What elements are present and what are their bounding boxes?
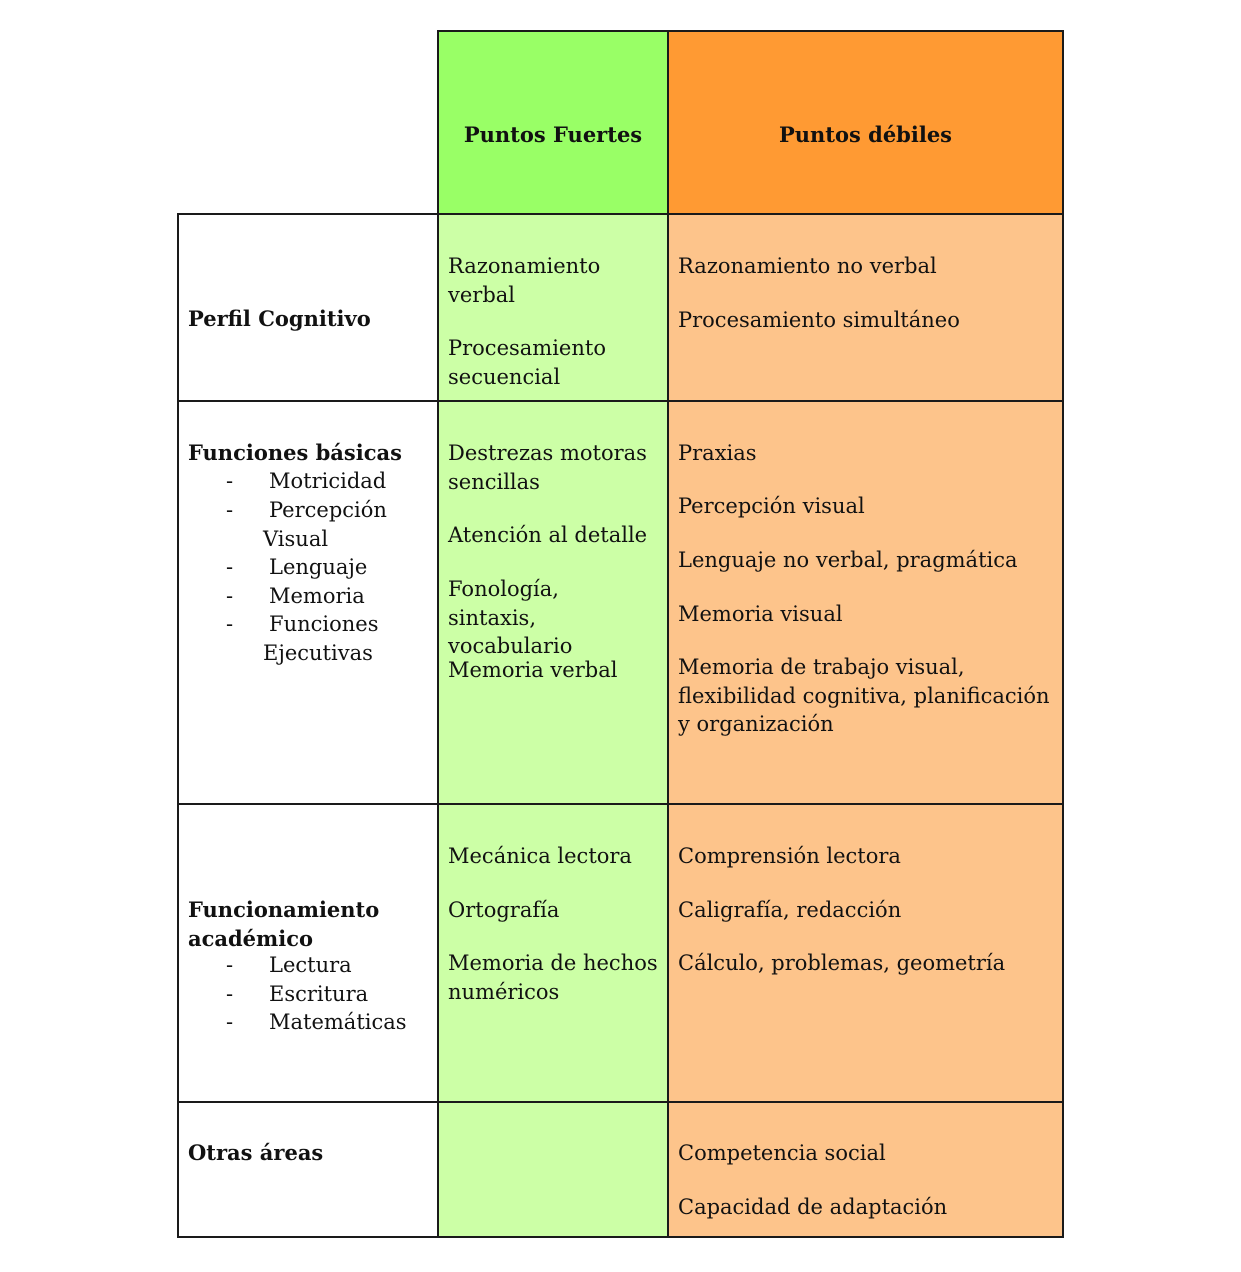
subitem-escritura: Escritura	[269, 982, 369, 1006]
subitem-memoria: Memoria	[269, 584, 365, 608]
subitem-lectura: Lectura	[269, 953, 352, 977]
strengths-cell-otras-areas	[437, 1101, 669, 1238]
weaknesses-cell-otras-areas	[667, 1101, 1064, 1238]
weakness-item: Percepción visual	[678, 494, 865, 518]
subitem-motricidad: Motricidad	[269, 469, 387, 493]
row-label-cell-perfil-cognitivo	[177, 213, 439, 402]
row-label-funcionamiento-academico: Funcionamiento académico	[188, 897, 380, 951]
weakness-item: Memoria de trabajo visual, flexibilidad cognitiva, planificación y organización	[678, 655, 1050, 736]
row-label-perfil-cognitivo: Perfil Cognitivo	[188, 306, 371, 331]
strengths-cell-funciones-basicas	[437, 400, 669, 805]
weakness-item: Praxias	[678, 441, 757, 465]
strength-item: Memoria de hechos numéricos	[448, 951, 658, 1004]
subitem-lenguaje: Lenguaje	[269, 555, 368, 579]
header-weaknesses-label: Puntos débiles	[778, 122, 953, 147]
strength-item: Memoria verbal	[448, 658, 618, 682]
weakness-item: Comprensión lectora	[678, 844, 901, 868]
weakness-item: Memoria visual	[678, 602, 843, 626]
strength-item: Razonamiento verbal	[448, 254, 601, 307]
weakness-item: Competencia social	[678, 1141, 886, 1165]
subitem-funciones-ejecutivas: Funciones Ejecutivas	[263, 612, 379, 665]
subitem-percepcion-visual: Percepción Visual	[263, 498, 387, 551]
weakness-item: Lenguaje no verbal, pragmática	[678, 548, 1018, 572]
strength-item: Procesamiento secuencial	[448, 336, 606, 389]
strength-item: Atención al detalle	[448, 523, 648, 547]
header-weaknesses-cell	[667, 30, 1064, 215]
row-label-cell-funciones-basicas	[177, 400, 439, 805]
bullet-dash: -	[226, 982, 234, 1006]
weakness-item: Caligrafía, redacción	[678, 898, 902, 922]
strength-item: Destrezas motoras sencillas	[448, 441, 647, 494]
row-label-otras-areas: Otras áreas	[188, 1140, 324, 1165]
bullet-dash: -	[226, 953, 234, 977]
bullet-dash: -	[226, 584, 234, 608]
strengths-cell-perfil-cognitivo	[437, 213, 669, 402]
bullet-dash: -	[226, 612, 234, 636]
row-label-cell-funcionamiento-academico	[177, 803, 439, 1103]
bullet-dash: -	[226, 498, 234, 522]
row-label-funciones-basicas: Funciones básicas	[188, 440, 402, 465]
weakness-item: Cálculo, problemas, geometría	[678, 951, 1006, 975]
weaknesses-cell-funciones-basicas	[667, 400, 1064, 805]
weaknesses-cell-perfil-cognitivo	[667, 213, 1064, 402]
strength-item: Mecánica lectora	[448, 844, 632, 868]
bullet-dash: -	[226, 469, 234, 493]
row-label-cell-otras-areas	[177, 1101, 439, 1238]
subitem-matematicas: Matemáticas	[269, 1010, 407, 1034]
strength-item: Ortografía	[448, 898, 560, 922]
weakness-item: Procesamiento simultáneo	[678, 308, 960, 332]
header-strengths-label: Puntos Fuertes	[463, 122, 643, 147]
header-strengths-cell	[437, 30, 669, 215]
bullet-dash: -	[226, 1010, 234, 1034]
bullet-dash: -	[226, 555, 234, 579]
weakness-item: Capacidad de adaptación	[678, 1195, 948, 1219]
weaknesses-cell-funcionamiento-academico	[667, 803, 1064, 1103]
weakness-item: Razonamiento no verbal	[678, 254, 937, 278]
strengths-cell-funcionamiento-academico	[437, 803, 669, 1103]
strength-item: Fonología, sintaxis, vocabulario	[448, 577, 573, 658]
